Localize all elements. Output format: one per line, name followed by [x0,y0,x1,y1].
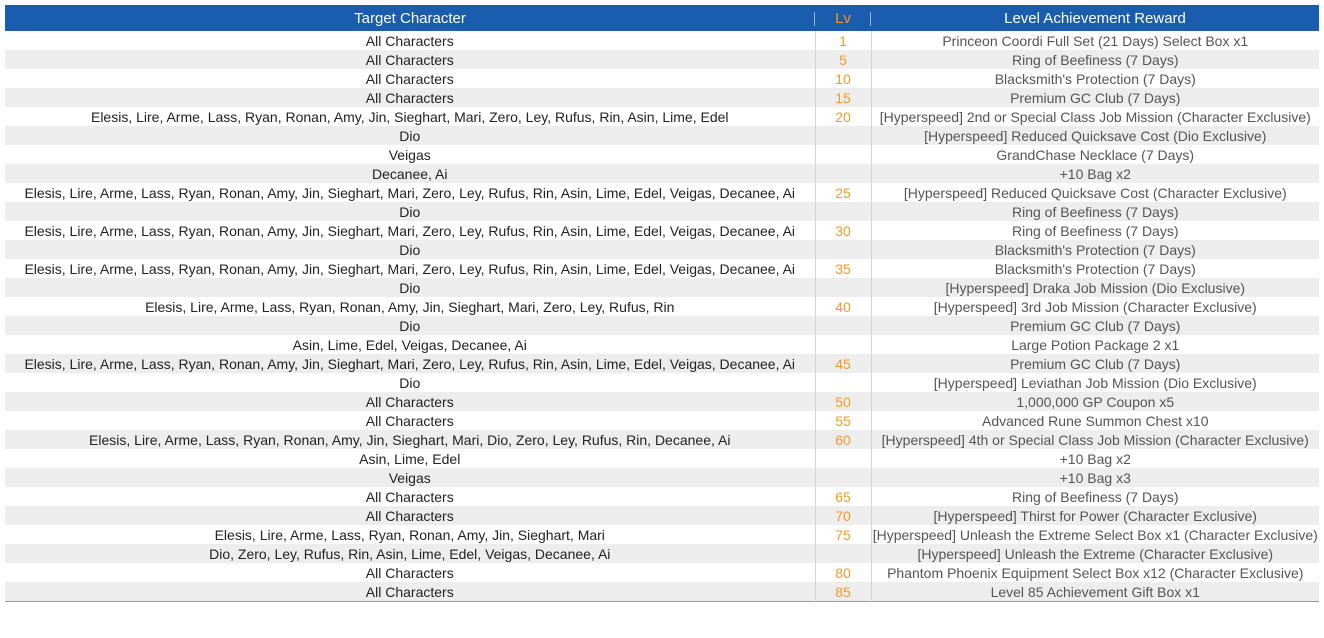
level-cell: 30 [815,221,871,240]
level-cell [815,126,871,145]
target-character-cell: Dio, Zero, Ley, Rufus, Rin, Asin, Lime, Edel, Veigas, Decanee, Ai [5,544,815,563]
table-row [5,50,1319,69]
table-row [5,145,1319,164]
target-character-cell: Dio [5,126,815,145]
reward-cell: Advanced Rune Summon Chest x10 [871,411,1319,430]
level-cell [815,544,871,563]
target-character-cell: All Characters [5,582,815,602]
reward-cell: Premium GC Club (7 Days) [871,316,1319,335]
table-row [5,525,1319,544]
target-character-cell: All Characters [5,411,815,430]
level-cell: 50 [815,392,871,411]
header-row [5,5,1319,31]
table-row [5,506,1319,525]
level-cell: 55 [815,411,871,430]
reward-cell: [Hyperspeed] Thirst for Power (Character Exclusive) [871,506,1319,525]
reward-cell: [Hyperspeed] Unleash the Extreme Select Box x1 (Character Exclusive) [872,526,1318,543]
target-character-cell: Elesis, Lire, Arme, Lass, Ryan, Ronan, Amy, Jin, Sieghart, Mari, Zero, Ley, Rufus, Rin, Asin, Lime, Edel, Veigas, Decanee, Ai [5,221,815,240]
table-row [5,392,1319,411]
target-character-cell: All Characters [5,88,815,107]
level-cell: 10 [815,69,871,88]
level-cell: 80 [815,563,871,582]
reward-table-container [5,0,1319,602]
target-character-cell: Dio [5,240,815,259]
reward-cell: Level 85 Achievement Gift Box x1 [871,582,1319,602]
reward-cell: Blacksmith's Protection (7 Days) [871,240,1319,259]
target-character-cell: All Characters [5,392,815,411]
level-cell: 5 [815,50,871,69]
header-level-label: Lv [835,9,851,27]
reward-cell: [Hyperspeed] Reduced Quicksave Cost (Character Exclusive) [871,183,1319,202]
reward-cell: [Hyperspeed] 3rd Job Mission (Character Exclusive) [871,297,1319,316]
level-cell [815,145,871,164]
target-character-cell: Asin, Lime, Edel, Veigas, Decanee, Ai [5,335,815,354]
level-cell: 25 [815,183,871,202]
table-row [5,107,1319,126]
level-cell [815,373,871,392]
reward-cell: [Hyperspeed] Unleash the Extreme (Character Exclusive) [871,544,1319,563]
target-character-cell: All Characters [5,50,815,69]
target-character-cell: Elesis, Lire, Arme, Lass, Ryan, Ronan, Amy, Jin, Sieghart, Mari, Zero, Ley, Rufus, Rin, Asin, Lime, Edel, Veigas, Decanee, Ai [5,183,815,202]
level-cell: 1 [815,31,871,50]
level-cell [815,468,871,487]
table-row [5,335,1319,354]
level-cell: 70 [815,506,871,525]
table-row [5,373,1319,392]
header-target-label: Target Character [354,9,466,27]
level-cell: 85 [815,582,871,602]
header-reward-label: Level Achievement Reward [1004,9,1186,27]
target-character-cell: Dio [5,202,815,221]
table-row [5,221,1319,240]
table-row [5,544,1319,563]
target-character-cell: All Characters [5,506,815,525]
target-character-cell: Dio [5,316,815,335]
table-row [5,240,1319,259]
table-row [5,354,1319,373]
reward-cell: Premium GC Club (7 Days) [871,88,1319,107]
table-row [5,411,1319,430]
table-row [5,69,1319,88]
reward-cell: Blacksmith's Protection (7 Days) [871,259,1319,278]
table-row [5,164,1319,183]
target-character-cell: All Characters [5,69,815,88]
level-cell: 65 [815,487,871,506]
table-row [5,468,1319,487]
level-cell: 15 [815,88,871,107]
table-row [5,316,1319,335]
target-character-cell: Asin, Lime, Edel [5,449,815,468]
reward-cell: +10 Bag x2 [871,164,1319,183]
level-cell [815,240,871,259]
table-body [5,31,1319,602]
reward-cell: Blacksmith's Protection (7 Days) [871,69,1319,88]
reward-cell: [Hyperspeed] Leviathan Job Mission (Dio Exclusive) [871,373,1319,392]
reward-cell: 1,000,000 GP Coupon x5 [871,392,1319,411]
reward-cell: Large Potion Package 2 x1 [871,335,1319,354]
target-character-cell: Elesis, Lire, Arme, Lass, Ryan, Ronan, Amy, Jin, Sieghart, Mari [5,525,815,544]
level-cell [815,202,871,221]
target-character-cell: Decanee, Ai [5,164,815,183]
reward-cell: Ring of Beefiness (7 Days) [871,221,1319,240]
target-character-cell: Elesis, Lire, Arme, Lass, Ryan, Ronan, Amy, Jin, Sieghart, Mari, Zero, Ley, Rufus, Rin, Asin, Lime, Edel, Veigas, Decanee, Ai [5,259,815,278]
level-cell [815,449,871,468]
table-row [5,297,1319,316]
reward-cell: Princeon Coordi Full Set (21 Days) Select Box x1 [871,31,1319,50]
level-cell [815,278,871,297]
target-character-cell: Veigas [5,145,815,164]
table-row [5,259,1319,278]
reward-cell: Premium GC Club (7 Days) [871,354,1319,373]
table-row [5,278,1319,297]
level-cell: 60 [815,430,871,449]
level-cell [815,316,871,335]
table-row [5,31,1319,50]
reward-cell: +10 Bag x3 [871,468,1319,487]
target-character-cell: Elesis, Lire, Arme, Lass, Ryan, Ronan, Amy, Jin, Sieghart, Mari, Zero, Ley, Rufus, Rin [5,297,815,316]
reward-cell: GrandChase Necklace (7 Days) [871,145,1319,164]
table-row [5,126,1319,145]
header-level [815,5,871,31]
reward-cell: Phantom Phoenix Equipment Select Box x12 (Character Exclusive) [871,563,1319,582]
reward-cell: [Hyperspeed] Draka Job Mission (Dio Exclusive) [871,278,1319,297]
target-character-cell: All Characters [5,563,815,582]
target-character-cell: Dio [5,278,815,297]
target-character-cell: Veigas [5,468,815,487]
reward-cell: [Hyperspeed] 2nd or Special Class Job Mission (Character Exclusive) [871,107,1319,126]
reward-cell: +10 Bag x2 [871,449,1319,468]
level-cell: 75 [815,525,871,544]
table-header [5,5,1319,31]
level-cell: 45 [815,354,871,373]
level-cell: 40 [815,297,871,316]
level-cell [815,335,871,354]
reward-cell: [Hyperspeed] 4th or Special Class Job Mission (Character Exclusive) [871,430,1319,449]
table-row [5,582,1319,602]
table-row [5,430,1319,449]
table-row [5,563,1319,582]
level-cell: 35 [815,259,871,278]
table-row [5,202,1319,221]
target-character-cell: Elesis, Lire, Arme, Lass, Ryan, Ronan, Amy, Jin, Sieghart, Mari, Zero, Ley, Rufus, Rin, Asin, Lime, Edel [5,107,815,126]
table-row [5,183,1319,202]
target-character-cell: Elesis, Lire, Arme, Lass, Ryan, Ronan, Amy, Jin, Sieghart, Mari, Dio, Zero, Ley, Rufus, Rin, Decanee, Ai [5,430,815,449]
reward-cell: Ring of Beefiness (7 Days) [871,202,1319,221]
level-cell [815,164,871,183]
level-cell: 20 [815,107,871,126]
target-character-cell: Dio [5,373,815,392]
table-row [5,449,1319,468]
header-target-character [5,5,815,31]
target-character-cell: All Characters [5,487,815,506]
table-row [5,487,1319,506]
reward-cell: [Hyperspeed] Reduced Quicksave Cost (Dio Exclusive) [871,126,1319,145]
target-character-cell: Elesis, Lire, Arme, Lass, Ryan, Ronan, Amy, Jin, Sieghart, Mari, Zero, Ley, Rufus, Rin, Asin, Lime, Edel, Veigas, Decanee, Ai [5,354,815,373]
level-reward-table [5,5,1319,602]
table-row [5,88,1319,107]
reward-cell: Ring of Beefiness (7 Days) [871,50,1319,69]
target-character-cell: All Characters [5,31,815,50]
header-reward [871,5,1319,31]
reward-cell: Ring of Beefiness (7 Days) [871,487,1319,506]
